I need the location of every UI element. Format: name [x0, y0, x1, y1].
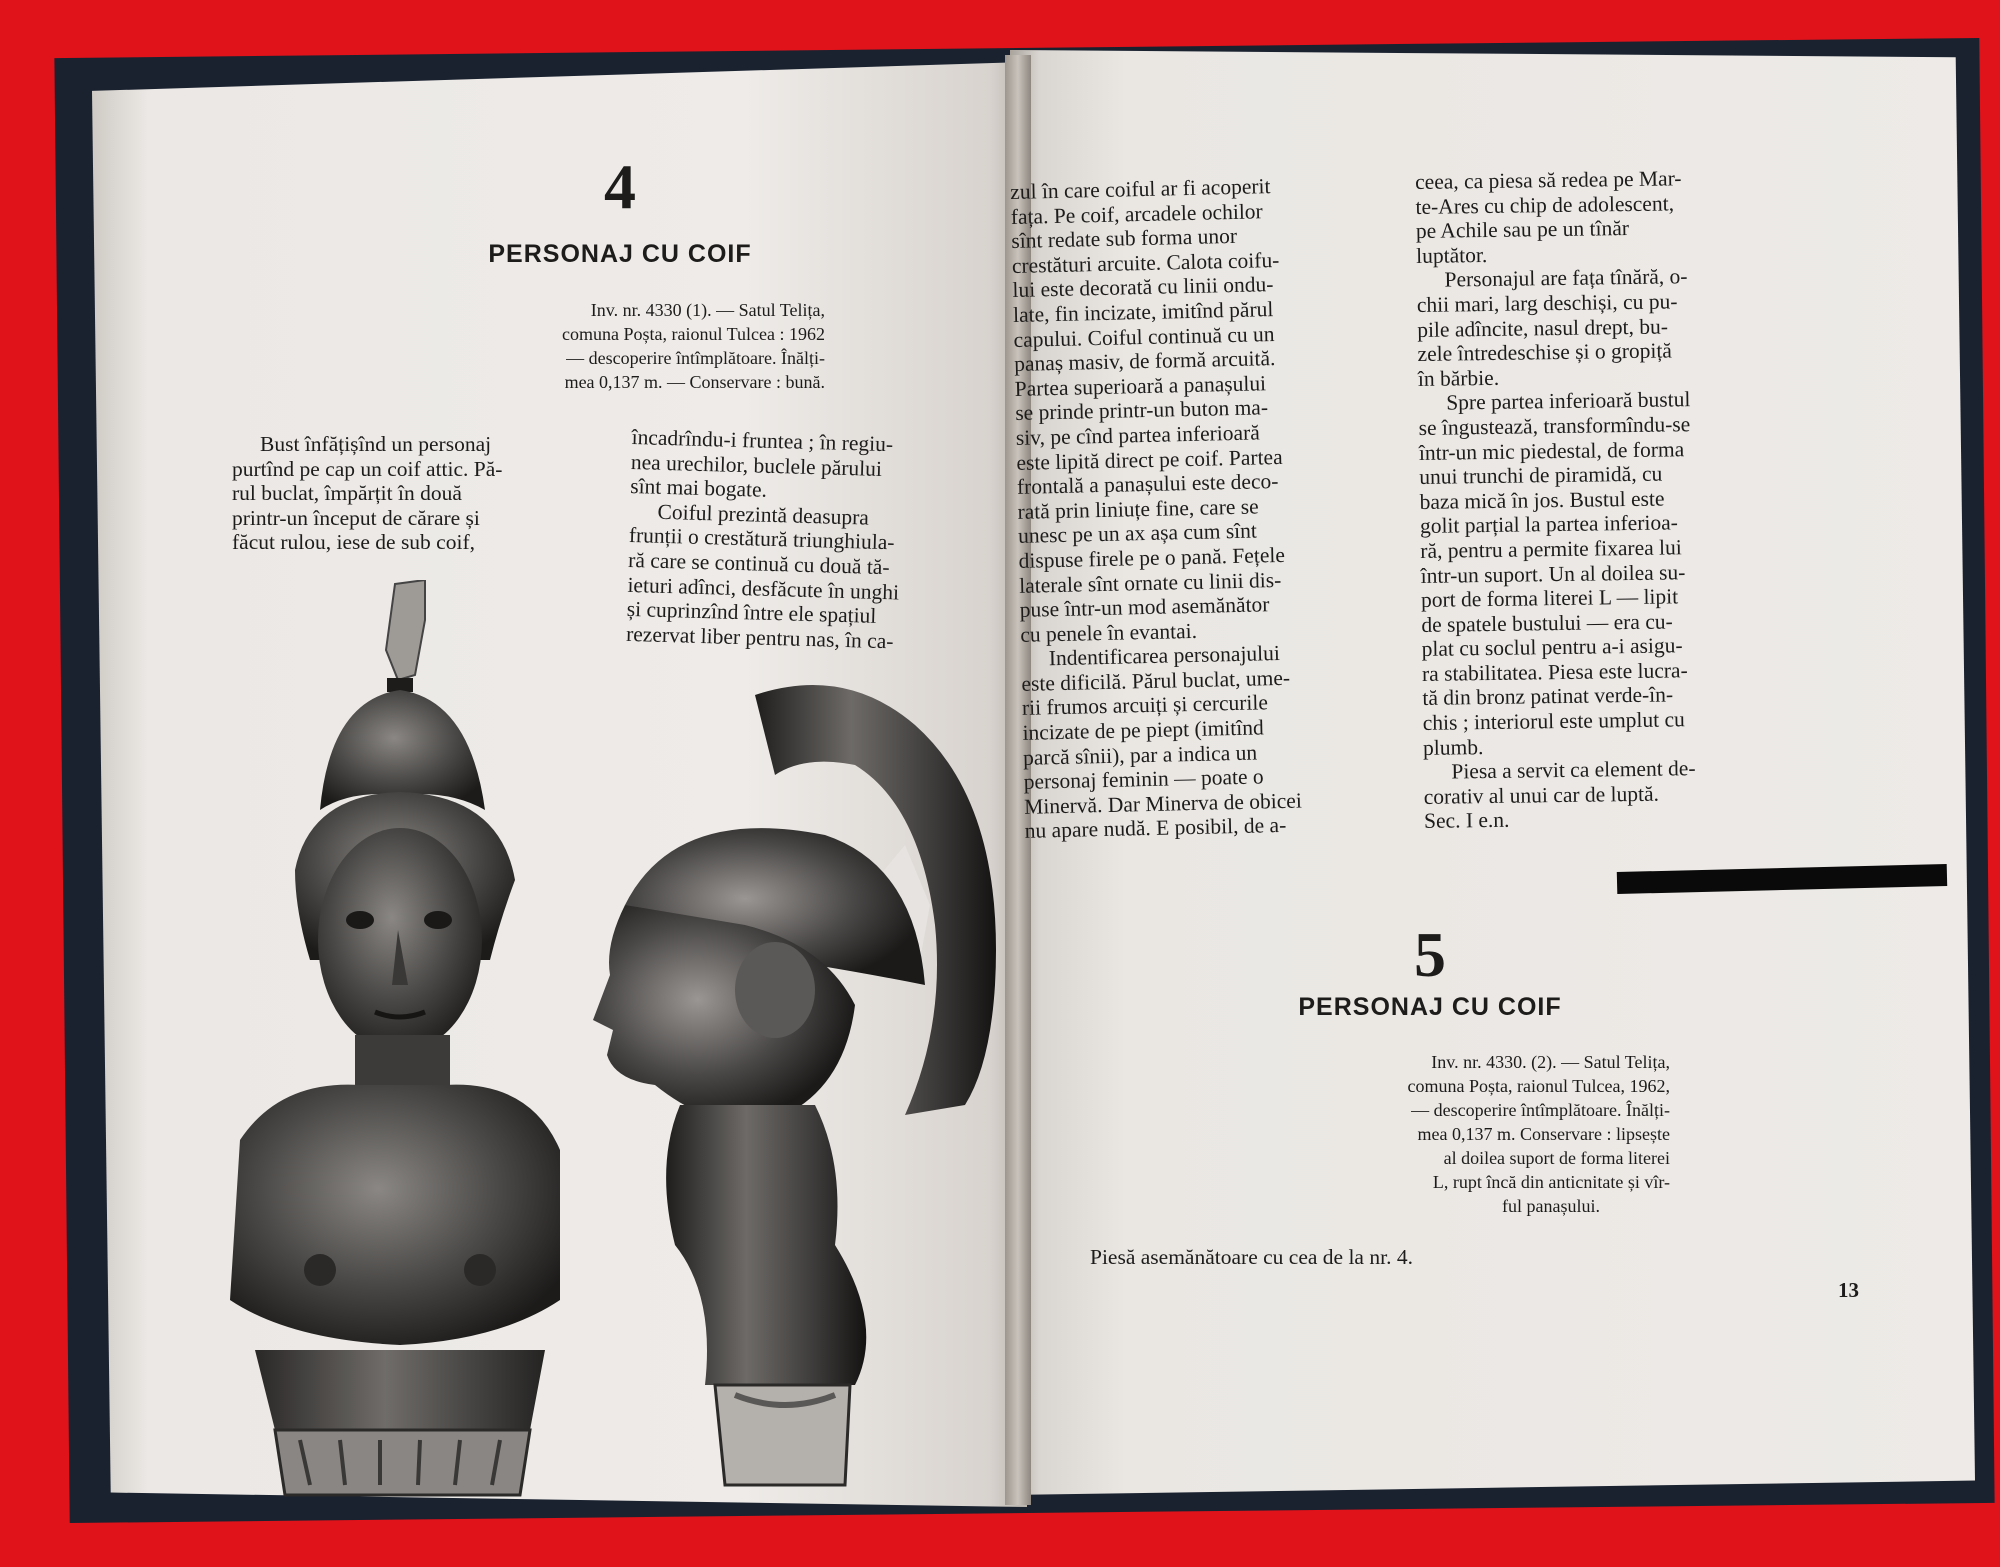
- catalog-line: al doilea suport de forma literei: [1443, 1148, 1670, 1168]
- text-line: plat cu soclul pentru a-i asigu-: [1421, 633, 1683, 662]
- text-line: este lipită direct pe coif. Partea: [1016, 444, 1283, 475]
- text-line: Indentificarea personajului: [1048, 641, 1281, 671]
- text-line: lui este decorată cu linii ondu-: [1012, 272, 1274, 303]
- catalog-line: Inv. nr. 4330 (1). — Satul Telița,: [590, 300, 825, 320]
- text-line: te-Ares cu chip de adolescent,: [1415, 190, 1675, 219]
- text-line: cu penele în evantai.: [1020, 618, 1198, 647]
- text-line: corativ al unui car de luptă.: [1423, 781, 1660, 809]
- text-line: fața. Pe coif, arcadele ochilor: [1010, 198, 1263, 229]
- text-line: într-un mic piedestal, de forma: [1418, 436, 1685, 465]
- entry-title-4: PERSONAJ CU COIF: [488, 240, 752, 268]
- text-line: încadrîndu-i fruntea ; în regiu-: [631, 425, 894, 457]
- text-line: golit parțial la partea inferioa-: [1419, 510, 1678, 539]
- catalog-info-5: [1215, 1050, 1670, 1218]
- catalog-line: comuna Poșta, raionul Tulcea, 1962,: [1407, 1076, 1670, 1096]
- text-line: Partea superioară a panașului: [1014, 370, 1267, 401]
- text-line: rată prin liniuțe fine, care se: [1017, 494, 1259, 524]
- text-line: unesc pe un ax așa cum sînt: [1017, 518, 1258, 549]
- bust-profile-photo: [585, 685, 1025, 1505]
- entry-number-5: 5: [1414, 919, 1446, 990]
- catalog-line: mea 0,137 m. Conservare : lipsește: [1417, 1124, 1670, 1144]
- text-line: frontală a panașului este deco-: [1016, 469, 1279, 500]
- text-line: se îngustează, transformîndu-se: [1418, 412, 1691, 440]
- text-line: făcut rulou, iese de sub coif,: [232, 530, 475, 555]
- text-line: frunții o crestătură triunghiula-: [628, 523, 895, 555]
- text-line: ră care se continuă cu două tă-: [627, 547, 890, 580]
- text-line: dispuse firele pe o pană. Fețele: [1018, 542, 1286, 573]
- text-line: Minervă. Dar Minerva de obicei: [1023, 788, 1303, 819]
- text-line: ră, pentru a permite fixarea lui: [1420, 535, 1682, 563]
- text-line: se prinde printr-un buton ma-: [1015, 395, 1269, 426]
- text-line: puse într-un mod asemănător: [1019, 592, 1270, 622]
- text-line: late, fin incizate, imitînd părul: [1012, 297, 1274, 327]
- text-line: Coiful prezintă deasupra: [657, 499, 870, 530]
- text-line: zele întredeschise și o gropiță: [1417, 338, 1673, 367]
- text-line: în bărbie.: [1417, 365, 1500, 391]
- text-line: și cuprinzînd între ele spațiul: [626, 597, 877, 629]
- text-line: nu apare nudă. E posibil, de a-: [1024, 813, 1287, 844]
- text-line: Bust înfățișînd un personaj: [260, 432, 492, 456]
- catalog-line: ful panașului.: [1502, 1196, 1600, 1216]
- right-column-1: [1010, 171, 1425, 844]
- text-line: panaș masiv, de formă arcuită.: [1013, 346, 1276, 377]
- catalog-line: L, rupt încă din anticnitate și vîr-: [1432, 1172, 1670, 1192]
- closing-note: Piesă asemănătoare cu cea de la nr. 4.: [1090, 1245, 1413, 1269]
- text-line: ceea, ca piesa să redea pe Mar-: [1415, 166, 1682, 194]
- text-line: ieturi adînci, desfăcute în unghi: [627, 572, 900, 605]
- text-line: este dificilă. Părul buclat, ume-: [1021, 665, 1291, 696]
- text-line: baza mică în jos. Bustul este: [1419, 486, 1665, 514]
- text-line: capului. Coiful continuă cu un: [1013, 321, 1275, 352]
- text-line: Sec. I e.n.: [1423, 808, 1510, 834]
- text-line: Piesa a servit ca element de-: [1451, 756, 1696, 784]
- page-number: 13: [1838, 1278, 1859, 1302]
- text-line: ra stabilitatea. Piesa este lucra-: [1421, 658, 1688, 686]
- text-line: incizate de pe piept (imitînd: [1022, 715, 1264, 745]
- catalog-line: Inv. nr. 4330. (2). — Satul Telița,: [1431, 1052, 1670, 1072]
- text-line: sînt redate sub forma unor: [1011, 224, 1238, 254]
- text-line: crestături arcuite. Calota coifu-: [1011, 247, 1280, 278]
- right-column-2: [1415, 164, 1824, 834]
- text-line: tă din bronz patinat verde-în-: [1422, 682, 1674, 711]
- catalog-line: mea 0,137 m. — Conservare : bună.: [564, 372, 825, 392]
- catalog-info-4: [380, 298, 825, 394]
- left-column-2: [626, 425, 1002, 657]
- text-line: printr-un început de cărare și: [232, 505, 480, 530]
- text-line: laterale sînt ornate cu linii dis-: [1018, 567, 1282, 598]
- entry-title-5: PERSONAJ CU COIF: [1298, 993, 1562, 1021]
- text-line: pile adîncite, nasul drept, bu-: [1417, 314, 1669, 342]
- text-line: port de forma literei L — lipit: [1420, 584, 1679, 613]
- catalog-line: comuna Poșta, raionul Tulcea : 1962: [562, 324, 825, 344]
- text-line: Spre partea inferioară bustul: [1446, 387, 1691, 415]
- text-line: purtînd pe cap un coif attic. Pă-: [232, 456, 503, 481]
- left-column-1: [232, 432, 512, 555]
- text-line: luptător.: [1416, 242, 1488, 268]
- text-line: chii mari, larg deschiși, cu pu-: [1416, 289, 1678, 317]
- text-line: sînt mai bogate.: [629, 474, 768, 502]
- text-line: rul buclat, împărțit în două: [232, 481, 462, 506]
- text-line: rezervat liber pentru nas, în ca-: [625, 621, 894, 654]
- text-line: personaj feminin — poate o: [1023, 764, 1264, 795]
- text-line: de spatele bustului — era cu-: [1421, 609, 1673, 637]
- text-line: plumb.: [1422, 734, 1484, 760]
- text-line: nea urechilor, buclele părului: [630, 449, 883, 481]
- text-line: într-un suport. Un al doilea su-: [1420, 559, 1686, 588]
- catalog-line: — descoperire întîmplătoare. Înălți-: [566, 348, 825, 368]
- text-line: unui trunchi de piramidă, cu: [1419, 461, 1663, 490]
- text-line: siv, pe cînd partea inferioară: [1015, 420, 1261, 450]
- text-line: pe Achile sau pe un tînăr: [1415, 216, 1630, 244]
- text-line: zul în care coiful ar fi acoperit: [1010, 174, 1271, 204]
- text-line: parcă sînii), par a indica un: [1022, 740, 1258, 770]
- catalog-line: — descoperire întîmplătoare. Înălți-: [1411, 1100, 1670, 1120]
- text-line: Personajul are fața tînără, o-: [1444, 264, 1688, 292]
- entry-number-4: 4: [604, 151, 636, 222]
- text-line: chis ; interiorul este umplut cu: [1422, 707, 1686, 736]
- bust-front-photo: [200, 580, 560, 1500]
- text-line: rii frumos arcuiți și cercurile: [1021, 690, 1269, 721]
